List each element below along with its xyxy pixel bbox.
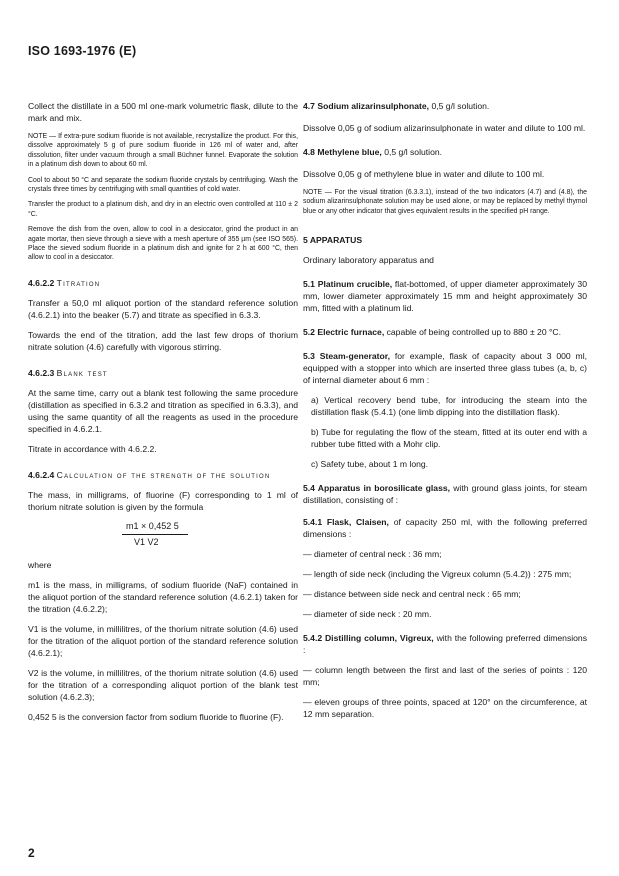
section-heading: 4.7 Sodium alizarinsulphonate, bbox=[303, 101, 430, 111]
section-4-8 bbox=[303, 146, 587, 158]
section-5-2 bbox=[303, 326, 587, 338]
paragraph: Ordinary laboratory apparatus and bbox=[303, 255, 434, 266]
paragraph: Transfer a 50,0 ml aliquot portion of the standard reference solution (4.6.2.1) into the beaker (5.7) and titrate as specified in 6.3.3. bbox=[28, 297, 298, 320]
definition: V2 is the volume, in millilitres, of the thorium nitrate solution (4.6) used for the titration of a corresponding aliquot portion of the blank test solution (4.6.2.3); bbox=[28, 667, 298, 702]
section-number: 4.6.2.3 bbox=[28, 367, 55, 378]
list-item: — diameter of central neck : 36 mm; bbox=[303, 549, 442, 560]
list-item: b) Tube for regulating the flow of the steam, fitted at its outer end with a rubber tube fitted with a Mohr clip. bbox=[311, 427, 587, 450]
where-label: where bbox=[28, 559, 52, 570]
section-heading-4-6-2-4 bbox=[28, 469, 298, 481]
definition: 0,452 5 is the conversion factor from sodium fluoride to fluorine (F). bbox=[28, 711, 284, 722]
paragraph: Dissolve 0,05 g of sodium alizarinsulphonate in water and dilute to 100 ml. bbox=[303, 123, 586, 133]
section-heading: 5.2 Electric furnace, bbox=[303, 327, 385, 338]
section-title: Blank test bbox=[56, 367, 108, 378]
list-item: c) Safety tube, about 1 m long. bbox=[311, 459, 429, 470]
section-heading: 5.4.1 Flask, Claisen, bbox=[303, 517, 389, 528]
dimension-list bbox=[303, 548, 587, 620]
definition: m1 is the mass, in milligrams, of sodium fluoride (NaF) contained in the aliquot portion of the standard reference solution (4.6.2.1) taken for the titration (4.6.2.2); bbox=[28, 579, 298, 614]
note: NOTE — If extra-pure sodium fluoride is not available, recrystallize the product. For this, dissolve approximately 5 g of pure sodium fluoride in 126 ml of water and, after dissolution, filter under vacuum through a small Büchner funnel. Evaporate the solution in a platinum dish down to about 60 ml. bbox=[28, 133, 298, 169]
formula bbox=[28, 521, 298, 551]
right-column bbox=[303, 100, 587, 728]
left-column bbox=[28, 100, 298, 731]
section-heading: 5.1 Platinum crucible, bbox=[303, 279, 393, 290]
paragraph: The mass, in milligrams, of fluorine (F) corresponding to 1 ml of thorium nitrate solution is given by the formula bbox=[28, 489, 298, 512]
note: Cool to about 50 °C and separate the sodium fluoride crystals by centrifuging. Wash the crystals three times by centrifuging with small quantities of cold water. bbox=[28, 176, 298, 194]
section-heading-4-6-2-2 bbox=[28, 277, 298, 289]
paragraph: Titrate in accordance with 4.6.2.2. bbox=[28, 443, 157, 454]
section-heading: 5 APPARATUS bbox=[303, 235, 363, 246]
section-5-4-1 bbox=[303, 516, 587, 540]
section-heading: 4.8 Methylene blue, bbox=[303, 147, 382, 157]
section-text: with the following preferred dimensions : bbox=[303, 633, 588, 656]
list-item: — diameter of side neck : 20 mm. bbox=[303, 609, 432, 620]
document-header: ISO 1693-1976 (E) bbox=[28, 44, 137, 58]
dimension-list bbox=[303, 664, 587, 720]
paragraph: Dissolve 0,05 g of methylene blue in water and dilute to 100 ml. bbox=[303, 169, 545, 179]
section-heading: 5.3 Steam-generator, bbox=[303, 351, 391, 362]
list-item: — column length between the first and last of the series of points : 120 mm; bbox=[303, 665, 587, 688]
formula-denominator: V1 V2 bbox=[134, 536, 159, 547]
formula-numerator: m1 × 0,452 5 bbox=[126, 520, 179, 531]
section-5-1 bbox=[303, 278, 587, 314]
section-heading-tail: 0,5 g/l solution. bbox=[384, 147, 443, 157]
section-text: flat-bottomed, of upper diameter approximately 30 mm, lower diameter approximately 15 mm and height approximately 30 mm, fitted with a platinum lid. bbox=[303, 279, 587, 314]
section-heading: 5.4 Apparatus in borosilicate glass, bbox=[303, 483, 451, 494]
section-4-7 bbox=[303, 100, 587, 112]
section-text: capable of being controlled up to 880 ± 20 °C. bbox=[386, 327, 562, 338]
fraction-bar bbox=[122, 534, 188, 535]
list-item: — eleven groups of three points, spaced at 120° on the circumference, at 12 mm separation. bbox=[303, 697, 587, 720]
section-heading: 5.4.2 Distilling column, Vigreux, bbox=[303, 633, 434, 644]
section-5-4-2 bbox=[303, 632, 587, 656]
note: Transfer the product to a platinum dish, and dry in an electric oven controlled at 110 ± 2 °C. bbox=[28, 201, 298, 218]
page-number: 2 bbox=[28, 846, 35, 860]
section-title: Titration bbox=[56, 277, 101, 288]
section-text: for example, flask of capacity about 3 000 ml, equipped with a stopper into which are inserted three glass tubes (a, b, c) of internal diameter about 6 mm : bbox=[303, 351, 588, 386]
list-item: a) Vertical recovery bend tube, for introducing the steam into the distillation flask (5.4.1) (one limb dipping into the distillation flask). bbox=[311, 395, 587, 418]
section-text: of capacity 250 ml, with the following preferred dimensions : bbox=[303, 517, 587, 540]
section-number: 4.6.2.4 bbox=[28, 469, 55, 480]
note: Remove the dish from the oven, allow to cool in a desiccator, grind the product in an agate mortar, then sieve through a sieve with a mesh aperture of 355 µm (see ISO 565). Place the sieved sodium fluoride in a platinum dish and ignite for 2 h at 600 °C, then allow to cool in a desiccator. bbox=[28, 226, 298, 262]
section-title: Calculation of the strength of the solution bbox=[56, 469, 271, 480]
section-5-4 bbox=[303, 482, 587, 506]
paragraph: Towards the end of the titration, add the last few drops of thorium nitrate solution (4.6) carefully with vigorous stirring. bbox=[28, 329, 298, 352]
paragraph: At the same time, carry out a blank test following the same procedure (distillation as specified in 6.3.2 and titration as specified in 6.3.3), and using the same quantity of all the reagents as used in the procedure specified in 4.6.2.1. bbox=[28, 387, 298, 434]
section-heading-tail: 0,5 g/l solution. bbox=[431, 101, 490, 111]
paragraph: Collect the distillate in a 500 ml one-mark volumetric flask, dilute to the mark and mix. bbox=[28, 101, 298, 123]
list-item: — distance between side neck and central neck : 65 mm; bbox=[303, 589, 521, 600]
definition: V1 is the volume, in millilitres, of the thorium nitrate solution (4.6) used for the titration of the aliquot portion of the standard reference solution (4.6.2.1); bbox=[28, 623, 298, 658]
section-5-3 bbox=[303, 350, 587, 386]
section-heading-4-6-2-3 bbox=[28, 367, 298, 379]
list-item: — length of side neck (including the Vigreux column (5.4.2)) : 275 mm; bbox=[303, 569, 572, 580]
section-number: 4.6.2.2 bbox=[28, 277, 55, 288]
section-5-heading bbox=[303, 234, 587, 246]
note: NOTE — For the visual titration (6.3.3.1), instead of the two indicators (4.7) and (4.8), the sodium alizarinsulphonate solution may be used alone, or may be replaced by methyl thymol blue or any other indicator that gives equivalent results in the specified pH range. bbox=[303, 189, 587, 215]
section-text: with ground glass joints, for steam distillation, consisting of : bbox=[303, 483, 588, 506]
